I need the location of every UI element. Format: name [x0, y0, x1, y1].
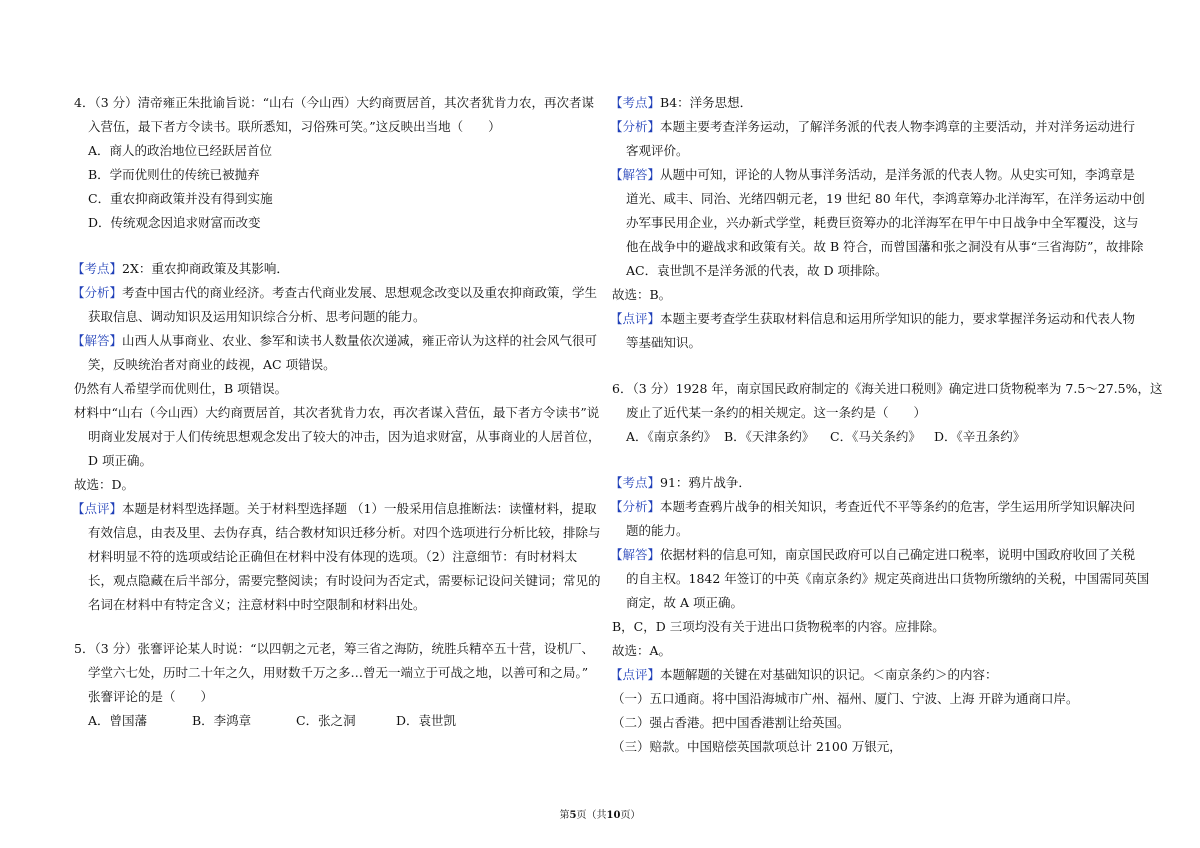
q6-dianping: 【点评】本题解题的关键在对基础知识的识记。＜南京条约＞的内容： [610, 667, 998, 682]
q5-option-b: B．李鸿章 [192, 713, 252, 728]
page-number: 5 [569, 810, 577, 821]
q6-fenxi: 【分析】本题考查鸦片战争的相关知识，考查近代不平等条约的危害，学生运用所学知识解决问 [610, 499, 1136, 514]
q4-stem-line-2: 入营伍，最下者方令读书。联所悉知，习俗殊可笑。”这反映出当地（ ） [88, 119, 501, 134]
q4-dianping-line-2: 有效信息，由表及里、去伪存真，结合教材知识迁移分析。对四个选项进行分析比较，排除与 [88, 525, 601, 540]
q5-answer: 故选：B。 [612, 287, 672, 302]
q4-fenxi: 【分析】考查中国古代的商业经济。考查古代商业发展、思想观念改变以及重农抑商政策，学生 [72, 285, 598, 300]
q4-option-a: A．商人的政治地位已经跃居首位 [88, 143, 273, 158]
q4-kaodian: 【考点】2X：重农抑商政策及其影响． [72, 261, 289, 276]
q5-jieda-line-5: AC．袁世凯不是洋务派的代表，故 D 项排除。 [626, 263, 888, 278]
fenxi-tag: 【分析】 [72, 285, 123, 300]
total-pages: 10 [606, 810, 621, 821]
q4-jieda-line-4: 材料中“山右（今山西）大约商贾居首，其次者犹肯力农，再次者谋入营伍，最下者方令读书”说 [74, 405, 600, 420]
q4-dianping-line-3: 材料明显不符的选项或结论正确但在材料中没有体现的选项。（2）注意细节：有时材料太 [88, 549, 578, 564]
q4-answer: 故选：D。 [74, 477, 135, 492]
q6-jieda-line-3: 商定，故 A 项正确。 [626, 595, 743, 610]
q6-dianping-line-4: （三）赔款。中国赔偿英国款项总计 2100 万银元， [612, 739, 902, 754]
q4-fenxi-line-2: 获取信息、调动知识及运用知识综合分析、思考问题的能力。 [88, 309, 426, 324]
q5-fenxi: 【分析】本题主要考查洋务运动，了解洋务派的代表人物李鸿章的主要活动，并对洋务运动进行 [610, 119, 1136, 134]
q4-dianping: 【点评】本题是材料型选择题。关于材料型选择题 （1）一般采用信息推断法：读懂材料，提取 [72, 501, 597, 516]
kaodian-tag: 【考点】 [72, 261, 123, 276]
q5-kaodian: 【考点】B4：洋务思想． [610, 95, 753, 110]
q4-jieda: 【解答】山西人从事商业、农业、参军和读书人数量依次递减，雍正帝认为这样的社会风气很可 [72, 333, 598, 348]
q4-jieda-line-6: D 项正确。 [88, 453, 152, 468]
q6-option-b: B．《天津条约》 [724, 429, 815, 444]
q4-jieda-line-2: 笑，反映统治者对商业的歧视，AC 项错误。 [88, 357, 336, 372]
q6-stem-line-1: 6．（3 分）1928 年，南京国民政府制定的《海关进口税则》确定进口货物税率为 7.5～27.5%，这 [612, 381, 1163, 396]
q5-option-a: A．曾国藩 [88, 713, 148, 728]
q5-fenxi-line-2: 客观评价。 [626, 143, 689, 158]
page-footer: 第5页（共10页） [559, 810, 641, 821]
q6-kaodian: 【考点】91：鸦片战争． [610, 475, 751, 490]
q5-jieda-line-4: 他在战争中的避战求和政策有关。故 B 符合，而曾国藩和张之洞没有从事“三省海防”，故排除 [626, 239, 1144, 254]
q5-dianping-line-2: 等基础知识。 [626, 335, 702, 350]
q5-stem-line-2: 学堂六七处，历时二十年之久，用财数千万之多…曾无一端立于可战之地，以善可和之局。” [88, 665, 589, 680]
q4-dianping-line-5: 名词在材料中有特定含义；注意材料中时空限制和材料出处。 [88, 597, 426, 612]
q6-dianping-line-3: （二）强占香港。把中国香港割让给英国。 [612, 715, 850, 730]
q4-option-b: B．学而优则仕的传统已被抛弃 [88, 167, 260, 182]
q4-dianping-line-4: 长，观点隐藏在后半部分，需要完整阅读；有时设问为否定式，需要标记设问关键词；常见的 [88, 573, 601, 588]
fenxi-tag: 【分析】 [610, 499, 661, 514]
q4-stem-line-1: 4．（3 分）清帝雍正朱批谕旨说：“山右（今山西）大约商贾居首，其次者犹肯力农，再次者谋 [74, 95, 595, 110]
jieda-tag: 【解答】 [610, 167, 661, 182]
q5-stem-line-1: 5．（3 分）张謇评论某人时说：“以四朝之元老，筹三省之海防，统胜兵精卒五十营，设机厂、 [74, 641, 595, 656]
q5-jieda-line-3: 办军事民用企业，兴办新式学堂，耗费巨资筹办的北洋海军在甲午中日战争中全军覆没，这与 [626, 215, 1139, 230]
jieda-tag: 【解答】 [72, 333, 123, 348]
q4-option-d: D．传统观念因追求财富而改变 [88, 215, 261, 230]
q6-fenxi-line-2: 题的能力。 [626, 523, 689, 538]
q5-option-d: D．袁世凯 [396, 713, 457, 728]
kaodian-tag: 【考点】 [610, 95, 661, 110]
q6-stem-line-2: 废止了近代某一条约的相关规定。这一条约是（ ） [626, 405, 927, 420]
q4-jieda-line-5: 明商业发展对于人们传统思想观念发出了较大的冲击，因为追求财富，从事商业的人居首位， [88, 429, 601, 444]
q6-option-d: D．《辛丑条约》 [934, 429, 1026, 444]
jieda-tag: 【解答】 [610, 547, 661, 562]
dianping-tag: 【点评】 [610, 311, 661, 326]
kaodian-tag: 【考点】 [610, 475, 661, 490]
q5-jieda: 【解答】从题中可知，评论的人物从事洋务活动，是洋务派的代表人物。从史实可知，李鸿章是 [610, 167, 1136, 182]
dianping-tag: 【点评】 [610, 667, 661, 682]
q5-option-c: C．张之洞 [296, 713, 356, 728]
q4-jieda-line-3: 仍然有人希望学而优则仕，B 项错误。 [74, 381, 288, 396]
q6-jieda-line-2: 的自主权。1842 年签订的中英《南京条约》规定英商进出口货物所缴纳的关税，中国需同英国 [626, 571, 1150, 586]
q6-answer: 故选：A。 [612, 643, 672, 658]
q5-stem-line-3: 张謇评论的是（ ） [88, 689, 214, 704]
fenxi-tag: 【分析】 [610, 119, 661, 134]
q6-jieda-line-4: B，C，D 三项均没有关于进出口货物税率的内容。应排除。 [612, 619, 945, 634]
dianping-tag: 【点评】 [72, 501, 123, 516]
q6-jieda: 【解答】依据材料的信息可知，南京国民政府可以自己确定进口税率，说明中国政府收回了关税 [610, 547, 1136, 562]
q6-option-a: A．《南京条约》 [626, 429, 717, 444]
q6-dianping-line-2: （一）五口通商。将中国沿海城市广州、福州、厦门、宁波、上海 开辟为通商口岸。 [612, 691, 1079, 706]
q6-option-c: C．《马关条约》 [830, 429, 921, 444]
q5-jieda-line-2: 道光、咸丰、同治、光绪四朝元老，19 世纪 80 年代，李鸿章筹办北洋海军，在洋务运动中创 [626, 191, 1145, 206]
q4-option-c: C．重农抑商政策并没有得到实施 [88, 191, 273, 206]
q5-dianping: 【点评】本题主要考查学生获取材料信息和运用所学知识的能力，要求掌握洋务运动和代表人物 [610, 311, 1136, 326]
